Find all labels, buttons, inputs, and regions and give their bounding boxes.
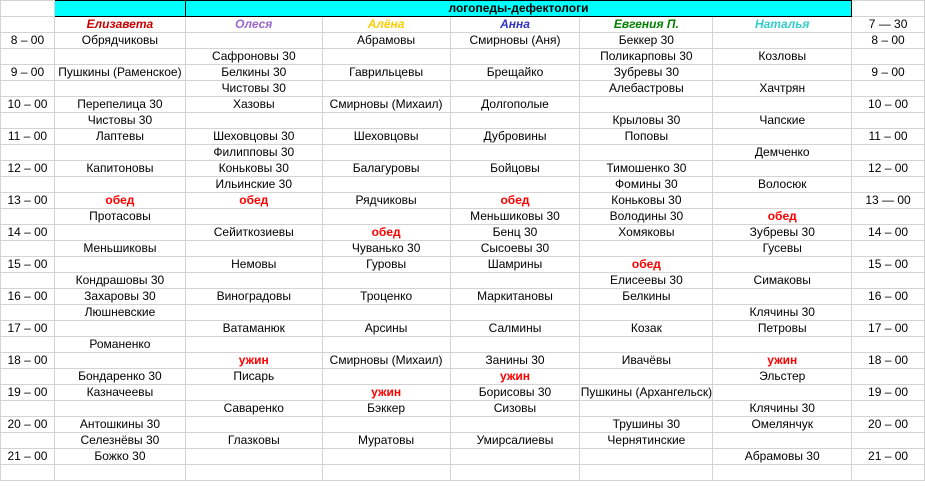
schedule-cell[interactable]: Шеховцовы: [322, 129, 450, 145]
schedule-cell[interactable]: Алебастровы: [580, 81, 713, 97]
time-label-right[interactable]: 13 — 00: [852, 193, 925, 209]
schedule-cell[interactable]: [713, 289, 852, 305]
schedule-cell[interactable]: [54, 81, 185, 97]
schedule-cell[interactable]: Поповы: [580, 129, 713, 145]
header-specialist[interactable]: Елизавета: [54, 17, 185, 33]
grid-cell[interactable]: [852, 1, 925, 17]
schedule-cell[interactable]: Балагуровы: [322, 161, 450, 177]
schedule-cell[interactable]: [185, 33, 322, 49]
schedule-cell[interactable]: Маркитановы: [450, 289, 580, 305]
schedule-cell[interactable]: Брещайко: [450, 65, 580, 81]
schedule-cell[interactable]: Абрамовы 30: [713, 449, 852, 465]
time-label-right[interactable]: [852, 465, 925, 481]
schedule-row: [1, 449, 925, 465]
time-label-right[interactable]: [852, 209, 925, 225]
schedule-cell[interactable]: [322, 417, 450, 433]
schedule-cell[interactable]: [713, 193, 852, 209]
schedule-cell[interactable]: [185, 113, 322, 129]
schedule-row: [1, 257, 925, 273]
schedule-row: [1, 433, 925, 449]
schedule-cell[interactable]: Антошкины 30: [54, 417, 185, 433]
schedule-cell[interactable]: Симаковы: [713, 273, 852, 289]
schedule-row: [1, 33, 925, 49]
schedule-cell[interactable]: [580, 401, 713, 417]
schedule-cell[interactable]: Тимошенко 30: [580, 161, 713, 177]
schedule-cell[interactable]: Ильинские 30: [185, 177, 322, 193]
time-label[interactable]: [1, 81, 55, 97]
schedule-row: [1, 401, 925, 417]
time-label-right[interactable]: [852, 81, 925, 97]
schedule-cell[interactable]: Гуровы: [322, 257, 450, 273]
schedule-row: [1, 49, 925, 65]
schedule-cell[interactable]: [54, 401, 185, 417]
time-label[interactable]: 10 – 00: [1, 97, 55, 113]
schedule-cell[interactable]: [322, 369, 450, 385]
time-label-right[interactable]: 18 – 00: [852, 353, 925, 369]
schedule-cell[interactable]: Умирсалиевы: [450, 433, 580, 449]
schedule-cell[interactable]: Клячины 30: [713, 401, 852, 417]
schedule-cell[interactable]: [713, 465, 852, 481]
schedule-cell[interactable]: [322, 145, 450, 161]
schedule-cell[interactable]: Троценко: [322, 289, 450, 305]
schedule-cell[interactable]: [580, 305, 713, 321]
schedule-cell[interactable]: Муратовы: [322, 433, 450, 449]
time-label-right[interactable]: 9 – 00: [852, 65, 925, 81]
schedule-cell[interactable]: [713, 65, 852, 81]
schedule-cell[interactable]: Зубревы 30: [580, 65, 713, 81]
schedule-row: [1, 289, 925, 305]
schedule-cell[interactable]: [322, 305, 450, 321]
right-header-time[interactable]: 7 — 30: [852, 17, 925, 33]
schedule-cell[interactable]: Долгополые: [450, 97, 580, 113]
time-label-right[interactable]: 16 – 00: [852, 289, 925, 305]
schedule-row: [1, 193, 925, 209]
schedule-cell[interactable]: Салмины: [450, 321, 580, 337]
schedule-row: [1, 385, 925, 401]
schedule-cell[interactable]: Гаврильцевы: [322, 65, 450, 81]
schedule-cell[interactable]: [450, 113, 580, 129]
schedule-cell[interactable]: [580, 449, 713, 465]
schedule-cell[interactable]: Сысоевы 30: [450, 241, 580, 257]
schedule-cell[interactable]: [580, 145, 713, 161]
grid-cell[interactable]: [54, 1, 185, 17]
schedule-cell[interactable]: Дубровины: [450, 129, 580, 145]
time-label-right[interactable]: 11 – 00: [852, 129, 925, 145]
schedule-cell[interactable]: [185, 241, 322, 257]
schedule-cell[interactable]: [322, 465, 450, 481]
schedule-cell[interactable]: Хазовы: [185, 97, 322, 113]
schedule-row: [1, 97, 925, 113]
schedule-cell[interactable]: [185, 449, 322, 465]
schedule-row: [1, 353, 925, 369]
schedule-cell[interactable]: Гусевы: [713, 241, 852, 257]
schedule-cell[interactable]: Меньшиковы: [54, 241, 185, 257]
time-label[interactable]: [1, 465, 55, 481]
time-label-right[interactable]: [852, 113, 925, 129]
schedule-cell[interactable]: Сизовы: [450, 401, 580, 417]
schedule-cell[interactable]: Казначеевы: [54, 385, 185, 401]
time-label[interactable]: [1, 369, 55, 385]
time-label[interactable]: 18 – 00: [1, 353, 55, 369]
schedule-row: [1, 369, 925, 385]
schedule-cell[interactable]: Бондаренко 30: [54, 369, 185, 385]
schedule-cell[interactable]: ужин: [450, 369, 580, 385]
time-label-right[interactable]: 12 – 00: [852, 161, 925, 177]
schedule-cell[interactable]: Клячины 30: [713, 305, 852, 321]
schedule-cell[interactable]: [322, 273, 450, 289]
schedule-cell[interactable]: обед: [713, 209, 852, 225]
schedule-cell[interactable]: [713, 385, 852, 401]
time-label[interactable]: [1, 49, 55, 65]
schedule-cell[interactable]: Чуванько 30: [322, 241, 450, 257]
schedule-cell[interactable]: [185, 417, 322, 433]
schedule-cell[interactable]: Смирновы (Михаил): [322, 97, 450, 113]
schedule-row: [1, 129, 925, 145]
time-label-right[interactable]: 10 – 00: [852, 97, 925, 113]
schedule-cell[interactable]: [185, 385, 322, 401]
schedule-cell[interactable]: Глазковы: [185, 433, 322, 449]
banner-title[interactable]: логопеды-дефектологи: [185, 1, 851, 17]
schedule-cell[interactable]: Омелянчук: [713, 417, 852, 433]
schedule-cell[interactable]: [54, 353, 185, 369]
time-label[interactable]: [1, 433, 55, 449]
schedule-cell[interactable]: [450, 449, 580, 465]
schedule-cell[interactable]: Волосюк: [713, 177, 852, 193]
schedule-row: [1, 65, 925, 81]
time-label-right[interactable]: [852, 337, 925, 353]
time-label[interactable]: [1, 401, 55, 417]
time-label-right[interactable]: [852, 241, 925, 257]
time-label-right[interactable]: 21 – 00: [852, 449, 925, 465]
schedule-cell[interactable]: Хомяковы: [580, 225, 713, 241]
schedule-cell[interactable]: [450, 417, 580, 433]
schedule-row: [1, 417, 925, 433]
time-label[interactable]: [1, 145, 55, 161]
schedule-cell[interactable]: Обрядчиковы: [54, 33, 185, 49]
schedule-cell[interactable]: [450, 305, 580, 321]
time-label-right[interactable]: [852, 273, 925, 289]
schedule-cell[interactable]: Беккер 30: [580, 33, 713, 49]
schedule-cell[interactable]: [580, 97, 713, 113]
schedule-cell[interactable]: Кондрашовы 30: [54, 273, 185, 289]
schedule-cell[interactable]: Поликарповы 30: [580, 49, 713, 65]
schedule-cell[interactable]: [713, 129, 852, 145]
time-label[interactable]: 13 – 00: [1, 193, 55, 209]
schedule-row: [1, 241, 925, 257]
schedule-cell[interactable]: Романенко: [54, 337, 185, 353]
schedule-cell[interactable]: Борисовы 30: [450, 385, 580, 401]
schedule-row: [1, 81, 925, 97]
schedule-cell[interactable]: [54, 177, 185, 193]
time-label-right[interactable]: 15 – 00: [852, 257, 925, 273]
time-label[interactable]: 14 – 00: [1, 225, 55, 241]
schedule-row: [1, 225, 925, 241]
time-label-right[interactable]: [852, 49, 925, 65]
schedule-cell[interactable]: [713, 33, 852, 49]
schedule-cell[interactable]: Козак: [580, 321, 713, 337]
time-label-right[interactable]: [852, 433, 925, 449]
time-label-right[interactable]: 14 – 00: [852, 225, 925, 241]
schedule-cell[interactable]: Абрамовы: [322, 33, 450, 49]
schedule-cell[interactable]: [450, 49, 580, 65]
schedule-cell[interactable]: Люшневские: [54, 305, 185, 321]
schedule-cell[interactable]: Сафроновы 30: [185, 49, 322, 65]
time-label[interactable]: 11 – 00: [1, 129, 55, 145]
header-row: [1, 17, 925, 33]
grid-cell[interactable]: [1, 17, 55, 33]
schedule-cell[interactable]: [713, 257, 852, 273]
schedule-cell[interactable]: Петровы: [713, 321, 852, 337]
schedule-row: [1, 321, 925, 337]
time-label[interactable]: 17 – 00: [1, 321, 55, 337]
schedule-cell[interactable]: Шамрины: [450, 257, 580, 273]
schedule-cell[interactable]: Чернятинские: [580, 433, 713, 449]
schedule-cell[interactable]: [450, 81, 580, 97]
time-label[interactable]: [1, 273, 55, 289]
schedule-cell[interactable]: Смирновы (Михаил): [322, 353, 450, 369]
schedule-cell[interactable]: [450, 145, 580, 161]
schedule-cell[interactable]: Лаптевы: [54, 129, 185, 145]
schedule-row: [1, 273, 925, 289]
schedule-cell[interactable]: [322, 81, 450, 97]
schedule-cell[interactable]: [580, 337, 713, 353]
schedule-cell[interactable]: обед: [580, 257, 713, 273]
time-label[interactable]: [1, 241, 55, 257]
schedule-cell[interactable]: Занины 30: [450, 353, 580, 369]
time-label[interactable]: 8 – 00: [1, 33, 55, 49]
grid-cell[interactable]: [1, 1, 55, 17]
schedule-cell[interactable]: обед: [185, 193, 322, 209]
schedule-cell[interactable]: Фомины 30: [580, 177, 713, 193]
schedule-cell[interactable]: [185, 465, 322, 481]
time-label[interactable]: [1, 337, 55, 353]
schedule-cell[interactable]: [450, 465, 580, 481]
time-label-right[interactable]: [852, 305, 925, 321]
time-label[interactable]: [1, 113, 55, 129]
schedule-cell[interactable]: Хачтрян: [713, 81, 852, 97]
time-label-right[interactable]: 8 – 00: [852, 33, 925, 49]
schedule-cell[interactable]: Крыловы 30: [580, 113, 713, 129]
time-label-right[interactable]: [852, 145, 925, 161]
time-label-right[interactable]: [852, 177, 925, 193]
schedule-cell[interactable]: Эльстер: [713, 369, 852, 385]
schedule-cell[interactable]: Саваренко: [185, 401, 322, 417]
schedule-row: [1, 113, 925, 129]
time-label-right[interactable]: 19 – 00: [852, 385, 925, 401]
schedule-cell[interactable]: обед: [450, 193, 580, 209]
time-label[interactable]: [1, 305, 55, 321]
schedule-cell[interactable]: ужин: [322, 385, 450, 401]
schedule-cell[interactable]: обед: [54, 193, 185, 209]
schedule-cell[interactable]: Селезнёвы 30: [54, 433, 185, 449]
schedule-cell[interactable]: Арсины: [322, 321, 450, 337]
time-label[interactable]: 16 – 00: [1, 289, 55, 305]
schedule-cell[interactable]: Смирновы (Аня): [450, 33, 580, 49]
schedule-cell[interactable]: Чапские: [713, 113, 852, 129]
schedule-cell[interactable]: Володины 30: [580, 209, 713, 225]
time-label-right[interactable]: [852, 401, 925, 417]
schedule-cell[interactable]: Пушкины (Архангельск): [580, 385, 713, 399]
time-label[interactable]: 9 – 00: [1, 65, 55, 81]
schedule-cell[interactable]: Чистовы 30: [185, 81, 322, 97]
schedule-cell[interactable]: [185, 209, 322, 225]
schedule-cell[interactable]: Шеховцовы 30: [185, 129, 322, 145]
schedule-cell[interactable]: Божко 30: [54, 449, 185, 465]
schedule-cell[interactable]: [54, 257, 185, 273]
schedule-cell[interactable]: Трушины 30: [580, 417, 713, 433]
schedule-row: [1, 305, 925, 321]
schedule-cell[interactable]: Коньковы 30: [185, 161, 322, 177]
time-label-right[interactable]: [852, 369, 925, 385]
schedule-cell[interactable]: [713, 97, 852, 113]
schedule-cell[interactable]: Сейиткозиевы: [185, 225, 322, 241]
schedule-cell[interactable]: [185, 305, 322, 321]
schedule-cell[interactable]: [450, 337, 580, 353]
schedule-cell[interactable]: Ивачёвы: [580, 353, 713, 369]
time-label-right[interactable]: 17 – 00: [852, 321, 925, 337]
time-label[interactable]: 20 – 00: [1, 417, 55, 433]
schedule-row: [1, 161, 925, 177]
time-label[interactable]: 15 – 00: [1, 257, 55, 273]
schedule-cell[interactable]: Виноградовы: [185, 289, 322, 305]
schedule-cell[interactable]: Пушкины (Раменское): [54, 65, 185, 81]
schedule-cell[interactable]: [713, 337, 852, 353]
schedule-cell[interactable]: Чистовы 30: [54, 113, 185, 129]
schedule-cell[interactable]: Протасовы: [54, 209, 185, 225]
schedule-cell[interactable]: Бэккер: [322, 401, 450, 417]
header-specialist[interactable]: Олеся: [185, 17, 322, 33]
header-specialist[interactable]: Анна: [450, 17, 580, 33]
schedule-cell[interactable]: Ватаманюк: [185, 321, 322, 337]
sheet-body: [1, 1, 925, 481]
schedule-cell[interactable]: Перепелица 30: [54, 97, 185, 113]
schedule-cell[interactable]: ужин: [185, 353, 322, 369]
schedule-cell[interactable]: Козловы: [713, 49, 852, 65]
schedule-cell[interactable]: Демченко: [713, 145, 852, 161]
schedule-cell[interactable]: [580, 241, 713, 257]
schedule-cell[interactable]: Елисеевы 30: [580, 273, 713, 289]
schedule-cell[interactable]: [450, 177, 580, 193]
schedule-cell[interactable]: ужин: [713, 353, 852, 369]
time-label[interactable]: 19 – 00: [1, 385, 55, 401]
schedule-cell[interactable]: [322, 113, 450, 129]
schedule-cell[interactable]: [322, 209, 450, 225]
schedule-cell[interactable]: [54, 321, 185, 337]
schedule-cell[interactable]: Белкины 30: [185, 65, 322, 81]
schedule-cell[interactable]: [322, 177, 450, 193]
schedule-cell[interactable]: [185, 273, 322, 289]
time-label[interactable]: 21 – 00: [1, 449, 55, 465]
schedule-row: [1, 337, 925, 353]
schedule-cell[interactable]: Бойцовы: [450, 161, 580, 177]
schedule-cell[interactable]: [713, 433, 852, 449]
header-specialist[interactable]: Наталья: [713, 17, 852, 33]
schedule-cell[interactable]: Коньковы 30: [580, 193, 713, 209]
schedule-cell[interactable]: [54, 465, 185, 481]
schedule-row: [1, 177, 925, 193]
schedule-cell[interactable]: Капитоновы: [54, 161, 185, 177]
schedule-cell[interactable]: Писарь: [185, 369, 322, 385]
time-label-right[interactable]: 20 – 00: [852, 417, 925, 433]
schedule-row: [1, 465, 925, 481]
schedule-cell[interactable]: [322, 337, 450, 353]
schedule-cell[interactable]: Меньшиковы 30: [450, 209, 580, 225]
schedule-cell[interactable]: обед: [322, 225, 450, 241]
header-specialist[interactable]: Алёна: [322, 17, 450, 33]
schedule-row: [1, 145, 925, 161]
schedule-cell[interactable]: [54, 145, 185, 161]
schedule-cell[interactable]: [580, 369, 713, 385]
schedule-cell[interactable]: Бенц 30: [450, 225, 580, 241]
schedule-cell[interactable]: [713, 161, 852, 177]
schedule-cell[interactable]: [185, 337, 322, 353]
schedule-cell[interactable]: [322, 449, 450, 465]
schedule-cell[interactable]: Захаровы 30: [54, 289, 185, 305]
schedule-row: [1, 209, 925, 225]
time-label[interactable]: [1, 177, 55, 193]
schedule-cell[interactable]: Филипповы 30: [185, 145, 322, 161]
schedule-cell[interactable]: [54, 49, 185, 65]
schedule-cell[interactable]: [580, 465, 713, 481]
schedule-cell[interactable]: Рядчиковы: [322, 193, 450, 209]
schedule-cell[interactable]: [322, 49, 450, 65]
schedule-cell[interactable]: [450, 273, 580, 289]
banner-row: [1, 1, 925, 17]
schedule-cell[interactable]: Немовы: [185, 257, 322, 273]
schedule-cell[interactable]: Зубревы 30: [713, 225, 852, 241]
header-specialist[interactable]: Евгения П.: [580, 17, 713, 33]
schedule-cell[interactable]: [54, 225, 185, 241]
time-label[interactable]: 12 – 00: [1, 161, 55, 177]
time-label[interactable]: [1, 209, 55, 225]
schedule-cell[interactable]: Белкины: [580, 289, 713, 305]
